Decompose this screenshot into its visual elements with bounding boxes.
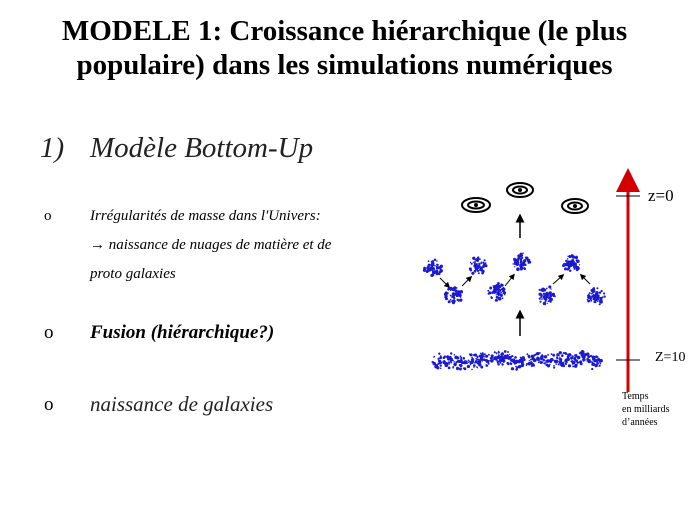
time-axis-line-2: en milliards [622, 404, 670, 415]
bullet-1-line-2: → naissance de nuages de matière et de [90, 237, 332, 253]
merge-arrow-5 [582, 276, 590, 284]
bullet-marker-3: o [44, 394, 54, 415]
z0-label: z=0 [648, 186, 674, 205]
slide-title-line-2: populaire) dans les simulations numériques [76, 49, 613, 81]
section-number: 1) [40, 132, 65, 164]
proto-galaxy-cloud [562, 254, 580, 272]
time-axis-line-3: d’années [622, 417, 658, 428]
bullet-marker-2: o [44, 322, 54, 343]
proto-galaxy-cloud [587, 287, 606, 305]
galaxy-3 [562, 199, 588, 213]
galaxy-2 [507, 183, 533, 197]
merge-arrow-2 [462, 278, 470, 286]
proto-galaxy-cloud [539, 285, 556, 305]
z10-label: Z=10 [655, 350, 686, 365]
section-title: Modèle Bottom-Up [90, 132, 314, 164]
proto-galaxy-cloud [444, 286, 463, 304]
proto-galaxy-cloud [487, 282, 506, 302]
time-axis-label [622, 390, 670, 429]
proto-galaxy-cloud [512, 253, 531, 271]
matter-cloud [565, 353, 579, 368]
matter-cloud [453, 355, 470, 370]
matter-cloud [531, 352, 547, 365]
merge-arrow-4 [553, 276, 562, 284]
galaxy-1 [462, 198, 490, 212]
bullet-text-3: naissance de galaxies [90, 392, 274, 416]
proto-galaxy-clouds [423, 253, 606, 306]
matter-cloud [432, 353, 449, 370]
bullet-1-line-1: Irrégularités de masse dans l'Univers: [90, 208, 321, 224]
merge-arrow-1 [440, 278, 448, 286]
bullet-marker-1: o [44, 208, 52, 224]
time-axis-line-1: Temps [622, 391, 649, 402]
matter-cloud-band [432, 350, 603, 371]
slide-title-line-1: MODELE 1: Croissance hiérarchique (le plus [61, 15, 628, 47]
merge-arrow-3 [505, 276, 513, 286]
bullet-text-2: Fusion (hiérarchique?) [90, 322, 275, 343]
proto-galaxy-cloud [423, 259, 443, 277]
bullet-1-line-3: proto galaxies [90, 266, 176, 282]
proto-galaxy-cloud [469, 256, 488, 275]
